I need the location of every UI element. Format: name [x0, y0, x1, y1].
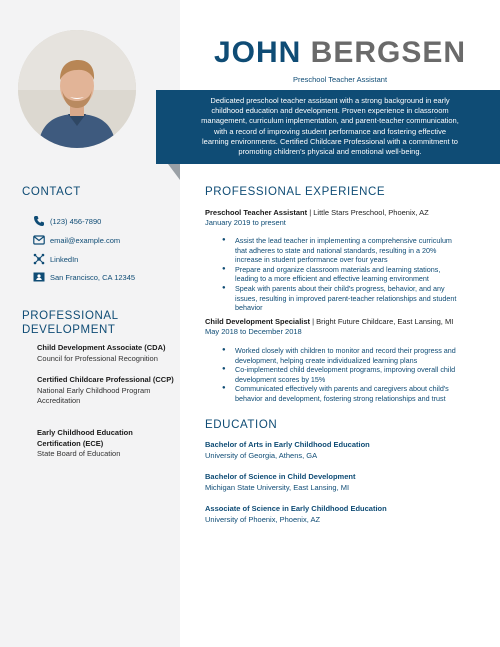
education-item: [205, 504, 495, 525]
job-bullets: [222, 346, 462, 404]
first-name: JOHN: [213, 36, 302, 69]
contact-linkedin[interactable]: [33, 253, 78, 265]
list-item: ● Speak with parents about their child's progress, behavior, and any issues, resulting in improved parent-teacher relationships and student behavior: [222, 284, 462, 313]
development-heading: [22, 309, 119, 337]
contact-email[interactable]: [33, 234, 120, 246]
location-text: San Francisco, CA 12345: [50, 272, 136, 282]
list-item: ● Worked closely with children to monitor and record their progress and development, helping create individualized learning plans: [222, 346, 462, 365]
degree: Bachelor of Science in Child Development: [205, 472, 356, 481]
address-card-icon: [33, 271, 45, 283]
job-dates: January 2019 to present: [205, 218, 286, 227]
certification-issuer: Council for Professional Recognition: [37, 353, 158, 363]
job-dates: May 2018 to December 2018: [205, 327, 302, 336]
development-heading-line2: DEVELOPMENT: [22, 324, 116, 336]
list-item: ● Prepare and organize classroom materials and learning stations, leading to a more efficient and effective learning environment: [222, 265, 462, 284]
education-item: [205, 440, 495, 461]
education-item: [205, 472, 495, 493]
certification-issuer: State Board of Education: [37, 449, 121, 458]
contact-heading: CONTACT: [22, 186, 81, 198]
candidate-name: [180, 36, 500, 70]
contact-location: [33, 271, 135, 283]
summary-banner: Dedicated preschool teacher assistant with a strong background in early childhood education and development. Proven experience in classroom management, curriculum implementation, and parent-teacher communication, with a record of improving student performance and fostering effective learning environments. Certified Childcare Professional with a commitment to promoting children's physical and emotional well-being.: [156, 90, 500, 164]
certification-item: [37, 343, 177, 364]
job-title-subtitle: Preschool Teacher Assistant: [292, 75, 388, 84]
degree: Bachelor of Arts in Early Childhood Education: [205, 440, 370, 449]
education-heading: EDUCATION: [205, 419, 278, 431]
network-icon: [33, 253, 45, 265]
certification-title: Child Development Associate (CDA): [37, 343, 166, 352]
job-heading: [205, 317, 495, 327]
email-text: email@example.com: [50, 235, 121, 245]
job-company: | Bright Future Childcare, East Lansing, MI: [310, 317, 454, 326]
certification-item: [37, 428, 177, 460]
banner-fold: [168, 164, 180, 180]
school: University of Phoenix, Phoenix, AZ: [205, 514, 321, 524]
school: Michigan State University, East Lansing, MI: [205, 482, 350, 492]
profile-photo: [18, 30, 136, 148]
degree: Associate of Science in Early Childhood Education: [205, 504, 387, 513]
job-company: | Little Stars Preschool, Phoenix, AZ: [307, 208, 429, 217]
portrait-illustration: [18, 30, 136, 148]
certification-title: Early Childhood Education Certification (ECE): [37, 428, 133, 448]
job-bullets: [222, 236, 462, 313]
job-role: Preschool Teacher Assistant: [205, 208, 308, 217]
email-icon: [33, 234, 45, 246]
phone-icon: [33, 215, 45, 227]
certification-issuer: National Early Childhood Program Accreditation: [37, 385, 151, 405]
list-item: ● Communicated effectively with parents and caregivers about child's behavior and development, fostering strong relationships and trust: [222, 384, 462, 403]
certification-title: Certified Childcare Professional (CCP): [37, 375, 174, 384]
last-name: BERGSEN: [310, 36, 467, 69]
school: University of Georgia, Athens, GA: [205, 450, 318, 460]
contact-phone[interactable]: [33, 215, 101, 227]
list-item: ● Assist the lead teacher in implementing a comprehensive curriculum that adheres to state and national standards, resulting in a 20% increase in student performance over four years: [222, 236, 462, 265]
phone-text: (123) 456-7890: [50, 216, 102, 226]
development-heading-line1: PROFESSIONAL: [22, 310, 119, 322]
job-role: Child Development Specialist: [205, 317, 311, 326]
job-heading: [205, 208, 495, 218]
certification-item: [37, 375, 177, 407]
linkedin-text: LinkedIn: [50, 254, 79, 264]
list-item: ● Co-implemented child development programs, improving overall child development scores by 15%: [222, 365, 462, 384]
experience-heading: PROFESSIONAL EXPERIENCE: [205, 186, 386, 198]
